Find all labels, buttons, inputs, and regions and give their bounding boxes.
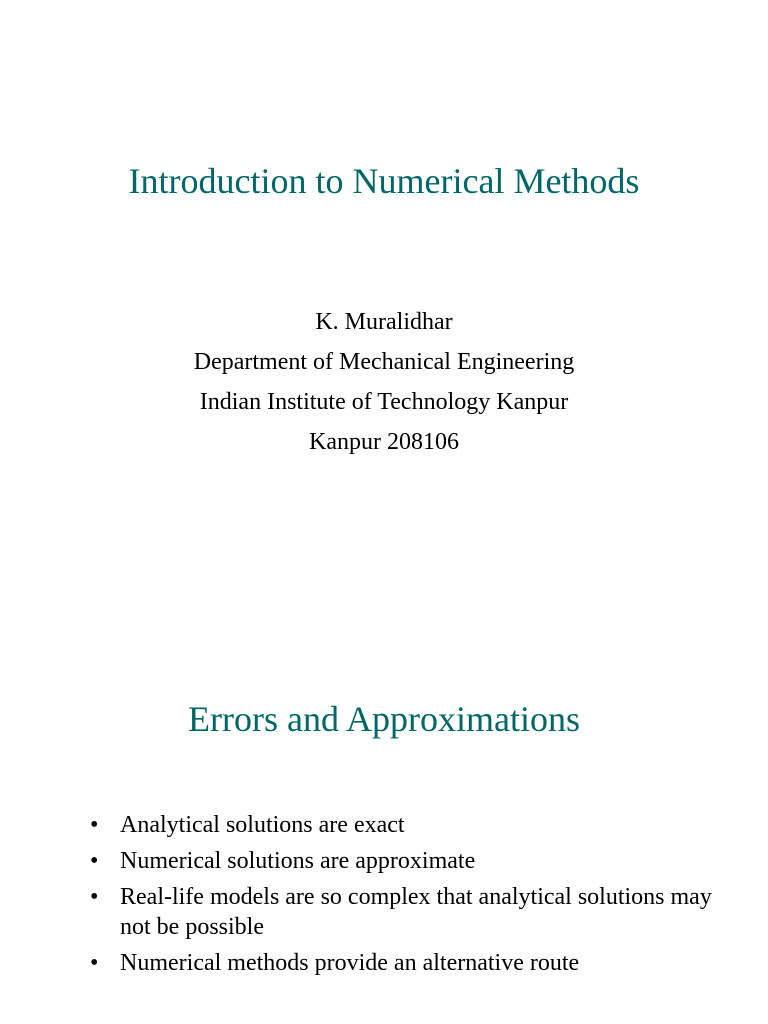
- author-block: [0, 302, 768, 462]
- institute: Indian Institute of Technology Kanpur: [199, 389, 569, 415]
- list-item-text: Numerical methods provide an alternative route: [120, 950, 580, 976]
- bullet-icon: •: [90, 950, 99, 976]
- list-item: [88, 882, 728, 942]
- author-name: K. Muralidhar: [315, 309, 453, 335]
- list-item-text: Numerical solutions are approximate: [120, 848, 476, 874]
- bullet-icon: •: [90, 848, 99, 874]
- bullet-list: [88, 810, 728, 984]
- slide-title: Errors and Approximations: [188, 699, 580, 739]
- list-item-text: Real-life models are so complex that analytical solutions may not be possible: [120, 884, 712, 940]
- bullet-icon: •: [90, 884, 99, 910]
- content-slide: [0, 512, 768, 1024]
- list-item-text: Analytical solutions are exact: [120, 812, 405, 838]
- department: Department of Mechanical Engineering: [193, 349, 575, 375]
- bullet-icon: •: [90, 812, 99, 838]
- city: Kanpur 208106: [309, 429, 459, 455]
- slide-title: Introduction to Numerical Methods: [128, 161, 640, 201]
- list-item: [88, 948, 728, 978]
- list-item: [88, 810, 728, 840]
- list-item: [88, 846, 728, 876]
